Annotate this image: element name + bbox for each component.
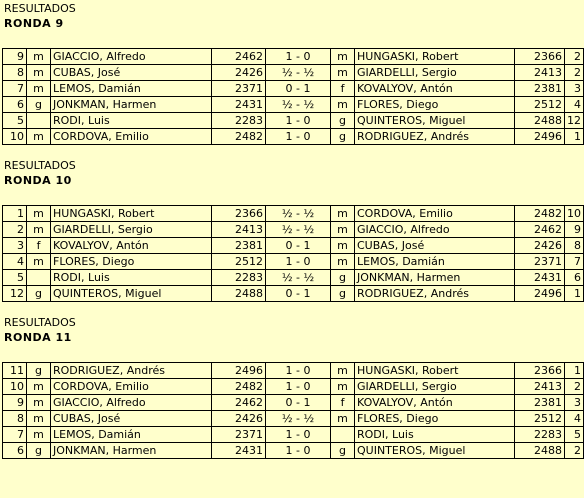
player-white-name: QUINTEROS, Miguel xyxy=(51,286,212,302)
player-white-name: CORDOVA, Emilio xyxy=(51,379,212,395)
games-table xyxy=(2,362,584,459)
player-black-name: LEMOS, Damián xyxy=(355,254,515,270)
game-row xyxy=(3,363,584,379)
game-row xyxy=(3,129,584,145)
round-section xyxy=(0,302,581,459)
games-table xyxy=(2,48,584,145)
title-black: g xyxy=(331,443,355,459)
player-black-elo: 2512 xyxy=(515,411,565,427)
game-result: 1 - 0 xyxy=(266,254,331,270)
player-white-elo: 2366 xyxy=(212,206,266,222)
title-black: g xyxy=(331,270,355,286)
board-number-black: 2 xyxy=(565,443,584,459)
player-white-name: CORDOVA, Emilio xyxy=(51,129,212,145)
board-number-white: 7 xyxy=(3,81,27,97)
board-number-white: 12 xyxy=(3,286,27,302)
game-row xyxy=(3,206,584,222)
player-black-elo: 2426 xyxy=(515,238,565,254)
player-black-elo: 2366 xyxy=(515,49,565,65)
game-row xyxy=(3,427,584,443)
player-black-name: RODI, Luis xyxy=(355,427,515,443)
game-result: 1 - 0 xyxy=(266,113,331,129)
board-number-white: 9 xyxy=(3,395,27,411)
title-black: m xyxy=(331,363,355,379)
title-black: m xyxy=(331,254,355,270)
game-row xyxy=(3,97,584,113)
game-row xyxy=(3,81,584,97)
player-black-elo: 2381 xyxy=(515,81,565,97)
game-row xyxy=(3,379,584,395)
games-table xyxy=(2,205,584,302)
results-heading: RESULTADOS xyxy=(4,159,76,172)
player-white-name: FLORES, Diego xyxy=(51,254,212,270)
player-black-elo: 2488 xyxy=(515,443,565,459)
player-black-name: GIACCIO, Alfredo xyxy=(355,222,515,238)
title-white: m xyxy=(27,427,51,443)
game-row xyxy=(3,270,584,286)
player-black-name: CUBAS, José xyxy=(355,238,515,254)
game-result: 1 - 0 xyxy=(266,129,331,145)
player-black-name: FLORES, Diego xyxy=(355,97,515,113)
game-row xyxy=(3,113,584,129)
game-result: ½ - ½ xyxy=(266,270,331,286)
game-row xyxy=(3,238,584,254)
player-black-name: HUNGASKI, Robert xyxy=(355,49,515,65)
player-white-elo: 2426 xyxy=(212,65,266,81)
game-row xyxy=(3,65,584,81)
board-number-white: 8 xyxy=(3,411,27,427)
player-white-elo: 2496 xyxy=(212,363,266,379)
board-number-black: 1 xyxy=(565,286,584,302)
player-white-name: GIACCIO, Alfredo xyxy=(51,395,212,411)
player-white-elo: 2482 xyxy=(212,379,266,395)
game-result: 1 - 0 xyxy=(266,379,331,395)
board-number-black: 3 xyxy=(565,395,584,411)
title-white: f xyxy=(27,238,51,254)
title-white: m xyxy=(27,411,51,427)
title-black: m xyxy=(331,65,355,81)
player-black-name: RODRIGUEZ, Andrés xyxy=(355,129,515,145)
board-number-white: 9 xyxy=(3,49,27,65)
board-number-black: 7 xyxy=(565,254,584,270)
player-white-elo: 2431 xyxy=(212,97,266,113)
title-white: m xyxy=(27,395,51,411)
player-black-elo: 2482 xyxy=(515,206,565,222)
player-white-elo: 2371 xyxy=(212,81,266,97)
game-result: 0 - 1 xyxy=(266,395,331,411)
round-title: RONDA 9 xyxy=(4,17,64,30)
game-row xyxy=(3,222,584,238)
board-number-black: 8 xyxy=(565,238,584,254)
board-number-white: 1 xyxy=(3,206,27,222)
player-white-name: LEMOS, Damián xyxy=(51,81,212,97)
title-black: g xyxy=(331,129,355,145)
game-row xyxy=(3,411,584,427)
player-black-elo: 2488 xyxy=(515,113,565,129)
game-result: ½ - ½ xyxy=(266,411,331,427)
title-black: m xyxy=(331,238,355,254)
title-white xyxy=(27,270,51,286)
player-white-name: RODI, Luis xyxy=(51,270,212,286)
board-number-black: 6 xyxy=(565,270,584,286)
player-black-name: QUINTEROS, Miguel xyxy=(355,443,515,459)
player-white-name: HUNGASKI, Robert xyxy=(51,206,212,222)
board-number-white: 3 xyxy=(3,238,27,254)
player-black-elo: 2381 xyxy=(515,395,565,411)
game-row xyxy=(3,286,584,302)
title-white: m xyxy=(27,81,51,97)
round-title: RONDA 10 xyxy=(4,174,72,187)
title-black: g xyxy=(331,113,355,129)
player-white-name: RODI, Luis xyxy=(51,113,212,129)
title-white: m xyxy=(27,222,51,238)
player-white-name: CUBAS, José xyxy=(51,65,212,81)
player-black-elo: 2431 xyxy=(515,270,565,286)
board-number-white: 10 xyxy=(3,129,27,145)
board-number-black: 4 xyxy=(565,411,584,427)
player-white-name: RODRIGUEZ, Andrés xyxy=(51,363,212,379)
player-black-name: CORDOVA, Emilio xyxy=(355,206,515,222)
game-result: ½ - ½ xyxy=(266,97,331,113)
player-white-elo: 2482 xyxy=(212,129,266,145)
board-number-black: 1 xyxy=(565,129,584,145)
title-black: m xyxy=(331,379,355,395)
board-number-black: 2 xyxy=(565,49,584,65)
board-number-white: 7 xyxy=(3,427,27,443)
board-number-black: 1 xyxy=(565,363,584,379)
board-number-white: 8 xyxy=(3,65,27,81)
player-black-elo: 2413 xyxy=(515,65,565,81)
board-number-black: 10 xyxy=(565,206,584,222)
game-result: 1 - 0 xyxy=(266,49,331,65)
player-black-name: GIARDELLI, Sergio xyxy=(355,379,515,395)
title-white: m xyxy=(27,49,51,65)
game-row xyxy=(3,49,584,65)
player-white-elo: 2371 xyxy=(212,427,266,443)
player-black-elo: 2366 xyxy=(515,363,565,379)
player-white-elo: 2283 xyxy=(212,113,266,129)
game-row xyxy=(3,395,584,411)
player-black-elo: 2371 xyxy=(515,254,565,270)
player-black-name: GIARDELLI, Sergio xyxy=(355,65,515,81)
player-black-name: FLORES, Diego xyxy=(355,411,515,427)
player-white-name: GIARDELLI, Sergio xyxy=(51,222,212,238)
player-white-elo: 2426 xyxy=(212,411,266,427)
board-number-black: 9 xyxy=(565,222,584,238)
player-black-elo: 2462 xyxy=(515,222,565,238)
game-result: ½ - ½ xyxy=(266,222,331,238)
title-black xyxy=(331,427,355,443)
player-black-name: QUINTEROS, Miguel xyxy=(355,113,515,129)
results-heading: RESULTADOS xyxy=(4,2,76,15)
game-result: ½ - ½ xyxy=(266,206,331,222)
game-result: 0 - 1 xyxy=(266,286,331,302)
title-white: g xyxy=(27,97,51,113)
player-black-elo: 2496 xyxy=(515,286,565,302)
player-black-elo: 2496 xyxy=(515,129,565,145)
player-white-elo: 2462 xyxy=(212,395,266,411)
player-white-name: GIACCIO, Alfredo xyxy=(51,49,212,65)
player-white-name: KOVALYOV, Antón xyxy=(51,238,212,254)
board-number-white: 11 xyxy=(3,363,27,379)
player-black-name: HUNGASKI, Robert xyxy=(355,363,515,379)
player-black-name: KOVALYOV, Antón xyxy=(355,81,515,97)
board-number-white: 5 xyxy=(3,113,27,129)
player-white-elo: 2488 xyxy=(212,286,266,302)
title-black: m xyxy=(331,411,355,427)
game-result: 0 - 1 xyxy=(266,81,331,97)
title-black: f xyxy=(331,81,355,97)
title-white: g xyxy=(27,443,51,459)
board-number-white: 2 xyxy=(3,222,27,238)
title-black: m xyxy=(331,97,355,113)
title-white: g xyxy=(27,286,51,302)
game-result: ½ - ½ xyxy=(266,65,331,81)
player-white-name: JONKMAN, Harmen xyxy=(51,97,212,113)
player-black-elo: 2512 xyxy=(515,97,565,113)
player-white-elo: 2431 xyxy=(212,443,266,459)
player-white-name: CUBAS, José xyxy=(51,411,212,427)
board-number-white: 6 xyxy=(3,443,27,459)
board-number-white: 4 xyxy=(3,254,27,270)
board-number-black: 12 xyxy=(565,113,584,129)
player-white-name: LEMOS, Damián xyxy=(51,427,212,443)
title-white: g xyxy=(27,363,51,379)
game-result: 1 - 0 xyxy=(266,363,331,379)
results-heading: RESULTADOS xyxy=(4,316,76,329)
player-white-elo: 2283 xyxy=(212,270,266,286)
game-result: 1 - 0 xyxy=(266,427,331,443)
board-number-white: 5 xyxy=(3,270,27,286)
round-section xyxy=(0,0,581,145)
board-number-black: 3 xyxy=(565,81,584,97)
title-white: m xyxy=(27,65,51,81)
title-black: g xyxy=(331,286,355,302)
player-white-elo: 2462 xyxy=(212,49,266,65)
board-number-black: 5 xyxy=(565,427,584,443)
player-black-elo: 2283 xyxy=(515,427,565,443)
title-black: m xyxy=(331,49,355,65)
round-title: RONDA 11 xyxy=(4,331,72,344)
board-number-black: 2 xyxy=(565,65,584,81)
player-black-name: KOVALYOV, Antón xyxy=(355,395,515,411)
title-black: f xyxy=(331,395,355,411)
game-result: 0 - 1 xyxy=(266,238,331,254)
player-black-name: JONKMAN, Harmen xyxy=(355,270,515,286)
title-white: m xyxy=(27,206,51,222)
game-row xyxy=(3,254,584,270)
player-black-name: RODRIGUEZ, Andrés xyxy=(355,286,515,302)
board-number-white: 10 xyxy=(3,379,27,395)
player-white-name: JONKMAN, Harmen xyxy=(51,443,212,459)
player-black-elo: 2413 xyxy=(515,379,565,395)
game-row xyxy=(3,443,584,459)
title-white: m xyxy=(27,129,51,145)
round-section xyxy=(0,145,581,302)
player-white-elo: 2381 xyxy=(212,238,266,254)
board-number-white: 6 xyxy=(3,97,27,113)
board-number-black: 2 xyxy=(565,379,584,395)
title-white: m xyxy=(27,379,51,395)
title-white: m xyxy=(27,254,51,270)
player-white-elo: 2512 xyxy=(212,254,266,270)
title-black: m xyxy=(331,222,355,238)
board-number-black: 4 xyxy=(565,97,584,113)
title-white xyxy=(27,113,51,129)
title-black: m xyxy=(331,206,355,222)
game-result: 1 - 0 xyxy=(266,443,331,459)
player-white-elo: 2413 xyxy=(212,222,266,238)
